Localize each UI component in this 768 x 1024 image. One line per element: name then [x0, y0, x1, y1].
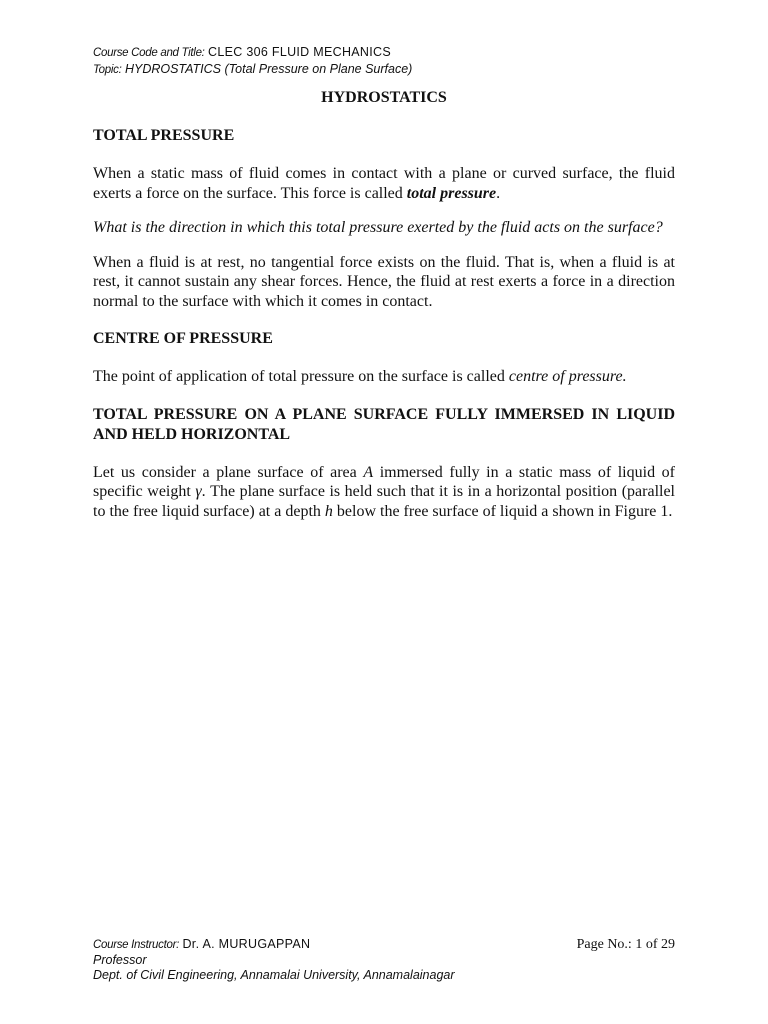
page-number: Page No.: 1 of 29: [576, 937, 675, 952]
paragraph-text: . The plane surface is held such that it is in a horizontal position (parallel to the free liquid surface) at a depth: [93, 483, 676, 520]
paragraph-text: The point of application of total pressure on the surface is called: [93, 368, 509, 385]
instructor-designation: Professor: [93, 953, 147, 967]
paragraph-text: When a static mass of fluid comes in contact with a plane or curved surface, the fluid exerts a force on the surface. This force is called: [93, 165, 675, 202]
variable-specific-weight: γ: [195, 483, 202, 500]
course-title-value: CLEC 306 FLUID MECHANICS: [208, 45, 391, 59]
paragraph-horizontal-surface: [93, 463, 675, 522]
paragraph-text: below the free surface of liquid a shown in Figure 1.: [332, 502, 673, 520]
course-title-label: Course Code and Title:: [93, 47, 205, 59]
paragraph-text: immersed fully in a static mass of liquid of specific weight: [93, 463, 675, 500]
heading-centre-of-pressure: CENTRE OF PRESSURE: [93, 330, 273, 347]
instructor-department: Dept. of Civil Engineering, Annamalai University, Annamalainagar: [93, 968, 455, 982]
instructor-name: Dr. A. MURUGAPPAN: [182, 937, 311, 951]
variable-area: A: [363, 463, 374, 481]
term-centre-of-pressure: centre of pressure.: [508, 368, 627, 385]
page-footer: [93, 937, 675, 983]
document-title: HYDROSTATICS: [321, 89, 447, 106]
paragraph-end: .: [496, 184, 501, 202]
direction-question: What is the direction in which this total pressure exerted by the fluid acts on the surface?: [93, 219, 663, 236]
term-total-pressure: total pressure: [406, 184, 497, 202]
document-body: [93, 126, 675, 521]
topic-line: [93, 61, 693, 78]
variable-depth: h: [324, 502, 333, 520]
topic-label: Topic:: [93, 64, 122, 76]
page-header: [93, 44, 693, 78]
paragraph-fluid-at-rest: When a fluid is at rest, no tangential force exists on the fluid. That is, when a fluid is at rest, it cannot sustain any shear forces. Hence, the fluid at rest exerts a force in a direction normal to the surface with which it comes in contact.: [93, 253, 675, 310]
topic-value: HYDROSTATICS (Total Pressure on Plane Surface): [124, 62, 413, 76]
heading-total-pressure: TOTAL PRESSURE: [93, 127, 235, 144]
paragraph-total-pressure-definition: [93, 164, 675, 203]
heading-horizontal-plane-surface: TOTAL PRESSURE ON A PLANE SURFACE FULLY IMMERSED IN LIQUID AND HELD HORIZONTAL: [93, 405, 675, 443]
course-title-line: [93, 44, 693, 61]
paragraph-text: Let us consider a plane surface of area: [93, 463, 364, 481]
instructor-label: Course Instructor:: [93, 939, 179, 951]
paragraph-centre-of-pressure: [93, 367, 675, 387]
